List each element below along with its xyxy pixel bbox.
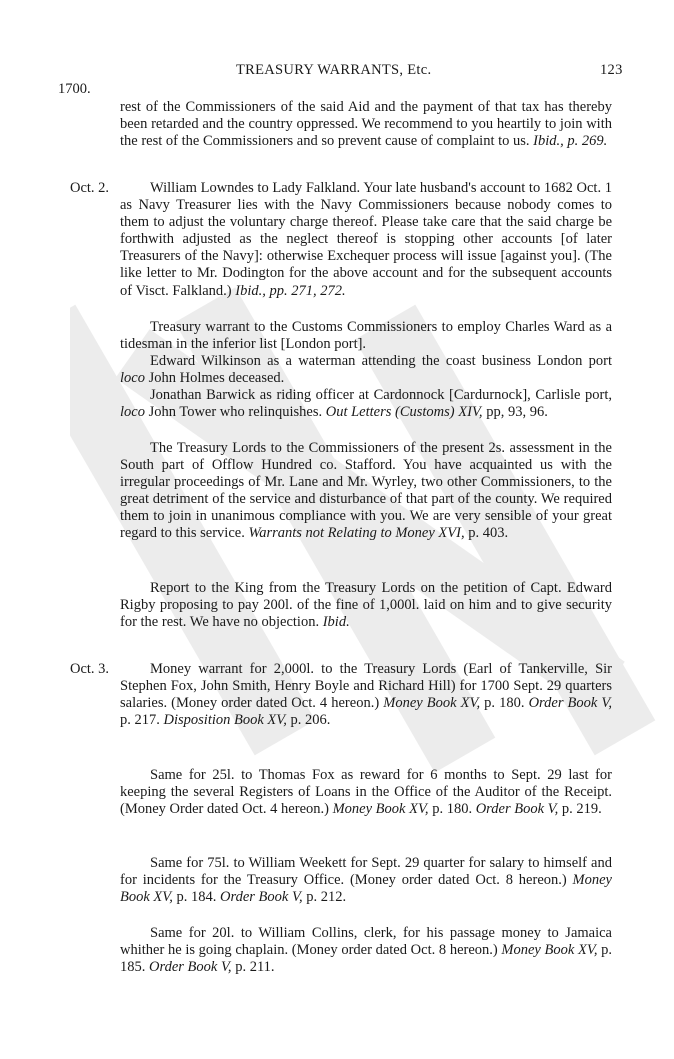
- page-header: [0, 62, 674, 82]
- entry-reference-pages: pp, 93, 96.: [486, 404, 548, 421]
- entry-reference-pages: p. 212.: [306, 889, 347, 906]
- entry-reference: Disposition Book XV,: [163, 712, 287, 729]
- entry-reference-pages: p. 180.: [432, 801, 473, 818]
- entry-reference: Order Book V,: [149, 959, 232, 976]
- entry-text: Money warrant for 2,000l. to the Treasury Lords (Earl of Tankerville, Sir Stephen Fox, John Smith, Henry Boyle and Richard Hill) for 1700 Sept. 29 quarters salaries. (Money order dated Oct. 4 hereon.): [120, 661, 612, 712]
- entry-latin: loco: [120, 404, 145, 421]
- entry-william-weekett: [120, 855, 612, 906]
- entry-line: Jonathan Barwick as riding officer at Cardonnock [Cardurnock], Carlisle port,: [150, 387, 612, 404]
- entry-text: Same for 25l. to Thomas Fox as reward for 6 months to Sept. 29 last for keeping the several Registers of Loans in the Office of the Auditor of the Receipt. (Money Order dated Oct. 4 hereon.): [120, 767, 612, 818]
- entry-text: rest of the Commissioners of the said Aid and the payment of that tax has thereby been retarded and the country oppressed. We recommend to you heartily to join with the rest of the Commissioners and so prevent cause of complaint to us.: [120, 99, 612, 150]
- date-margin-oct3: Oct. 3.: [70, 661, 110, 677]
- entry-text: The Treasury Lords to the Commissioners of the present 2s. assessment in the South part of Offlow Hundred co. Stafford. You have acquainted us with the irregular proceedings of Mr. Lane and Mr. Wyrley, two other Commissioners, to the great detriment of the service and disturbance of that part of the county. We required them to join in unanimous compliance with you. We are very sensible of your great regard to this service.: [120, 440, 612, 542]
- entry-reference: Money Book XV,: [383, 695, 481, 712]
- entry-reference-pages: p. 211.: [235, 959, 275, 976]
- entry-line: Treasury warrant to the Customs Commissioners to employ Charles Ward as a tidesman in the inferior list [London port].: [120, 319, 612, 353]
- entry-reference: Order Book V,: [220, 889, 303, 906]
- entry-reference-pages: p. 184.: [176, 889, 217, 906]
- entry-reference: Money Book XV,: [332, 801, 429, 818]
- entry-reference-pages: p. 403.: [468, 525, 509, 542]
- entry-william-collins: [120, 925, 612, 976]
- entry-line: John Tower who relinquishes.: [148, 404, 323, 421]
- entry-reference: Money Book XV,: [120, 872, 612, 906]
- entry-line: John Holmes deceased.: [148, 370, 285, 387]
- entry-treasury-lords-salaries: [120, 661, 612, 729]
- entry-reference-pages: p. 219.: [561, 801, 602, 818]
- entry-reference: Ibid., pp. 271, 272.: [235, 282, 346, 299]
- entry-latin: loco: [120, 370, 145, 387]
- entry-reference-pages: p. 185.: [120, 942, 612, 976]
- entry-lowndes-falkland: [120, 180, 612, 300]
- date-margin-oct2: Oct. 2.: [70, 180, 110, 196]
- entry-thomas-fox: [120, 767, 612, 818]
- entry-customs-warrant: [120, 319, 612, 422]
- entry-rigby-report: [120, 580, 612, 631]
- entry-text: William Lowndes to Lady Falkland. Your late husband's account to 1682 Oct. 1 as Navy Treasurer lies with the Navy Commissioners because nobody comes to them to adjust the voluntary charge thereof. Please take care that the said charge be forthwith adjusted as the neglect thereof is stopping other accounts [of later Treasurers of the Navy]: otherwise Exchequer process will issue [against you]. (The like letter to Mr. Dodington for the above account and for the subsequent accounts of Visct. Falkland.): [120, 180, 612, 299]
- entry-line: Edward Wilkinson as a waterman attending the coast business London port: [150, 353, 612, 370]
- year-margin: 1700.: [58, 81, 91, 97]
- running-title: TREASURY WARRANTS, Etc.: [236, 62, 432, 78]
- entry-text: Same for 75l. to William Weekett for Sept. 29 quarter for salary to himself and for incidents for the Treasury Office. (Money order dated Oct. 8 hereon.): [120, 855, 612, 889]
- entry-reference: Order Book V,: [475, 801, 559, 818]
- entry-reference: Ibid., p. 269.: [533, 133, 608, 150]
- entry-offlow-assessment: [120, 440, 612, 543]
- entry-reference: Warrants not Relating to Money XVI,: [248, 525, 465, 542]
- entry-reference: Order Book V,: [528, 695, 613, 712]
- entry-reference-pages: p. 206.: [290, 712, 331, 729]
- entry-text: Report to the King from the Treasury Lords on the petition of Capt. Edward Rigby proposing to pay 200l. of the fine of 1,000l. laid on him and to give security for the rest. We have no objection.: [120, 580, 612, 631]
- page-number: 123: [600, 62, 623, 78]
- entry-reference-pages: p. 180.: [484, 695, 525, 712]
- entry-reference-pages: p. 217.: [120, 712, 160, 729]
- entry-text: Same for 20l. to William Collins, clerk, for his passage money to Jamaica whither he is going chaplain. (Money order dated Oct. 8 hereon.): [120, 925, 612, 959]
- entry-reference: Out Letters (Customs) XIV,: [325, 404, 483, 421]
- entry-reference: Ibid.: [322, 614, 350, 631]
- entry-continuation: [120, 99, 612, 150]
- entry-reference: Money Book XV,: [501, 942, 598, 959]
